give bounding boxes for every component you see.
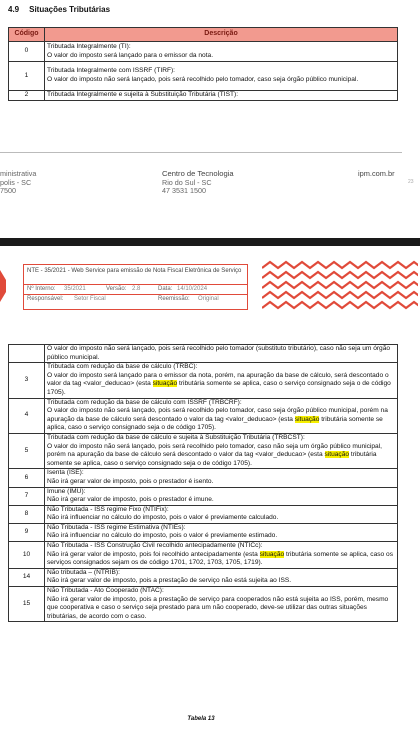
description-text: Tributada com redução da base de cálculo com ISSRF (TRBCRF): O valor do imposto não será lançado, pois será recolhido pelo tomador, caso seja órgão público municipal, porém na apuração da base de cálculo será descontado o valor da tag <valor_deducao> (esta [47,398,388,423]
row-code: 8 [9,505,45,523]
document-meta-row [24,284,247,294]
footer-website: ipm.com.br [358,169,395,178]
table-row [9,42,398,62]
row-line: Tributada Integralmente com ISSRF (TIRF): [47,67,176,75]
table-row [9,398,398,433]
row-description [45,568,398,586]
table-row [9,505,398,523]
data-label: Data: [158,286,173,292]
header-description: Descrição [45,28,398,42]
row-line: Tributada Integralmente e sujeita à Substituição Tributária (TIST): [47,91,239,99]
description-text: Tributada com redução da base de cálculo e sujeita à Substituição Tributária (TRBCST): O valor do imposto não será lançado, pois será recolhido pelo tomador, caso não seja um órgão público municipal, porém na apuração da base de cálculo será descontado o valor da tag <valor_deducao> (esta [47,433,383,459]
row-description [45,523,398,541]
highlighted-term: situação [152,380,178,388]
description-text: tributária somente se aplica, caso os serviços consignados sejam os de código 1701, 1702, 1703, 1705, 1719). [47,550,394,567]
row-code: 4 [9,398,45,433]
table-row [9,62,398,91]
description-text: O valor do imposto não será lançado, pois será recolhido pelo tomador (substituto tributário), caso não seja um órgão público municipal. [47,345,391,361]
table-caption: Tabela 13 [187,716,215,722]
document-title: NTE - 35/2021 - Web Service para emissão de Nota Fiscal Eletrônica de Serviço [27,268,242,274]
table-row [9,487,398,505]
section-title [8,5,120,14]
header-code: Código [9,28,45,42]
table-row [9,433,398,468]
table-row [9,523,398,541]
description-text: Não Tributada - ISS regime Estimativa (NTIEs): Não irá influenciar no cálculo do imposto, pois o valor é previamente estimado. [47,523,278,540]
table-row [9,469,398,487]
row-code: 5 [9,433,45,468]
tax-situations-table [8,344,398,622]
row-description [45,62,398,91]
row-line: O valor do imposto será lançado para o emissor da nota. [47,51,214,59]
row-description [45,487,398,505]
decorative-zigzag-stripes [262,260,418,310]
footer-line: Centro de Tecnologia [162,169,234,178]
row-code: 1 [9,62,45,91]
row-code [9,345,45,363]
description-text: Não Tributada - ISS Construção Civil recolhido antecipadamente (NTICc): Não irá gerar valor de imposto, pois foi recolhido antecipadamente (esta [47,542,263,558]
description-text: Não Tributada - ISS regime Fixo (NTIFix): Não irá influenciar no cálculo do imposto, pois o valor é previamente calculado. [47,505,279,522]
row-code: 14 [9,568,45,586]
row-code: 3 [9,363,45,398]
description-text: Não tributada – (NTRIB): Não irá gerar valor de imposto, pois a prestação de serviço não está sujeita ao ISS. [47,568,292,585]
table-row [9,542,398,569]
footer-divider [0,152,402,153]
reemissao-value: Original [198,296,219,302]
row-description [45,433,398,468]
versao-value: 2.8 [132,286,141,292]
responsavel-label: Responsável: [27,296,64,302]
footer-line: polis - SC [0,177,32,187]
table-row [9,345,398,363]
highlighted-term: situação [259,550,285,558]
table-row [9,363,398,398]
versao-label: Versão: [106,286,127,292]
row-description [45,542,398,569]
interno-label: Nº Interno: [27,286,56,292]
document-meta-row [24,294,247,304]
table-row [9,91,398,101]
section-heading: Situações Tributárias [29,5,111,14]
row-code: 0 [9,42,45,62]
data-value: 14/10/2024 [177,286,208,292]
description-text: Imune (IMU): Não irá gerar valor de imposto, pois o prestador é imune. [47,487,214,504]
row-line: Tributada Integralmente (TI): [47,42,131,50]
row-description [45,398,398,433]
interno-value: 35/2021 [64,286,86,292]
footer-address-left [0,170,36,196]
description-text: Não Tributada - Ato Cooperado (NTAC): Não irá gerar valor de imposto, pois a prestação de serviço para cooperados não está sujeita ao ISS, porém, mesmo que cooperativa e caso o serviço seja prestado para um não cooperado, deve-se utilizar das outras situações tributárias, de acordo com o caso. [47,587,389,620]
description-text: tributária somente se aplica, caso o serviço consignado seja o de código 1705). [47,415,383,432]
row-line: O valor do imposto não será lançado, pois será recolhido pelo tomador, caso seja órgão público municipal. [47,76,359,83]
document-header-box [23,264,248,310]
description-text: Tributada com redução da base de cálculo (TRBC): O valor do imposto será lançado para o emissor da nota, porém, na apuração da base de cálculo, será descontado o valor da tag <valor_deducao> (esta [47,363,389,388]
top-table-header [9,28,398,42]
table-row [9,568,398,586]
footer-line: ministrativa [0,169,37,178]
row-description [45,91,398,101]
row-description [45,42,398,62]
page-break-bar [0,238,420,246]
description-text: Isenta (ISE): Não irá gerar valor de imposto, pois o prestador é isento. [47,469,214,485]
row-code: 6 [9,469,45,487]
responsavel-value: Setor Fiscal [74,296,106,302]
row-description [45,345,398,363]
description-text: tributária somente se aplica, caso o serviço consignado seja o de código 1705). [47,451,377,467]
row-description [45,587,398,622]
highlighted-term: situação [294,415,320,423]
reemissao-label: Reemissão: [158,296,190,302]
description-text: tributária somente se aplica, caso o serviço consignado seja o de código 1705). [47,380,391,396]
top-table [8,27,398,101]
logo-fragment [0,270,6,302]
row-code: 9 [9,523,45,541]
footer-line: 7500 [0,186,16,195]
row-code: 15 [9,587,45,622]
table-row [9,587,398,622]
footer-line: 47 3531 1500 [162,186,206,195]
footer-address-center [162,170,234,196]
row-description [45,363,398,398]
row-code: 10 [9,542,45,569]
footer-page-number: 23 [408,179,414,185]
footer-line: Rio do Sul - SC [162,177,212,187]
row-code: 7 [9,487,45,505]
row-description [45,505,398,523]
highlighted-term: situação [324,451,350,459]
row-description [45,469,398,487]
row-code: 2 [9,91,45,101]
section-number: 4.9 [8,5,20,14]
